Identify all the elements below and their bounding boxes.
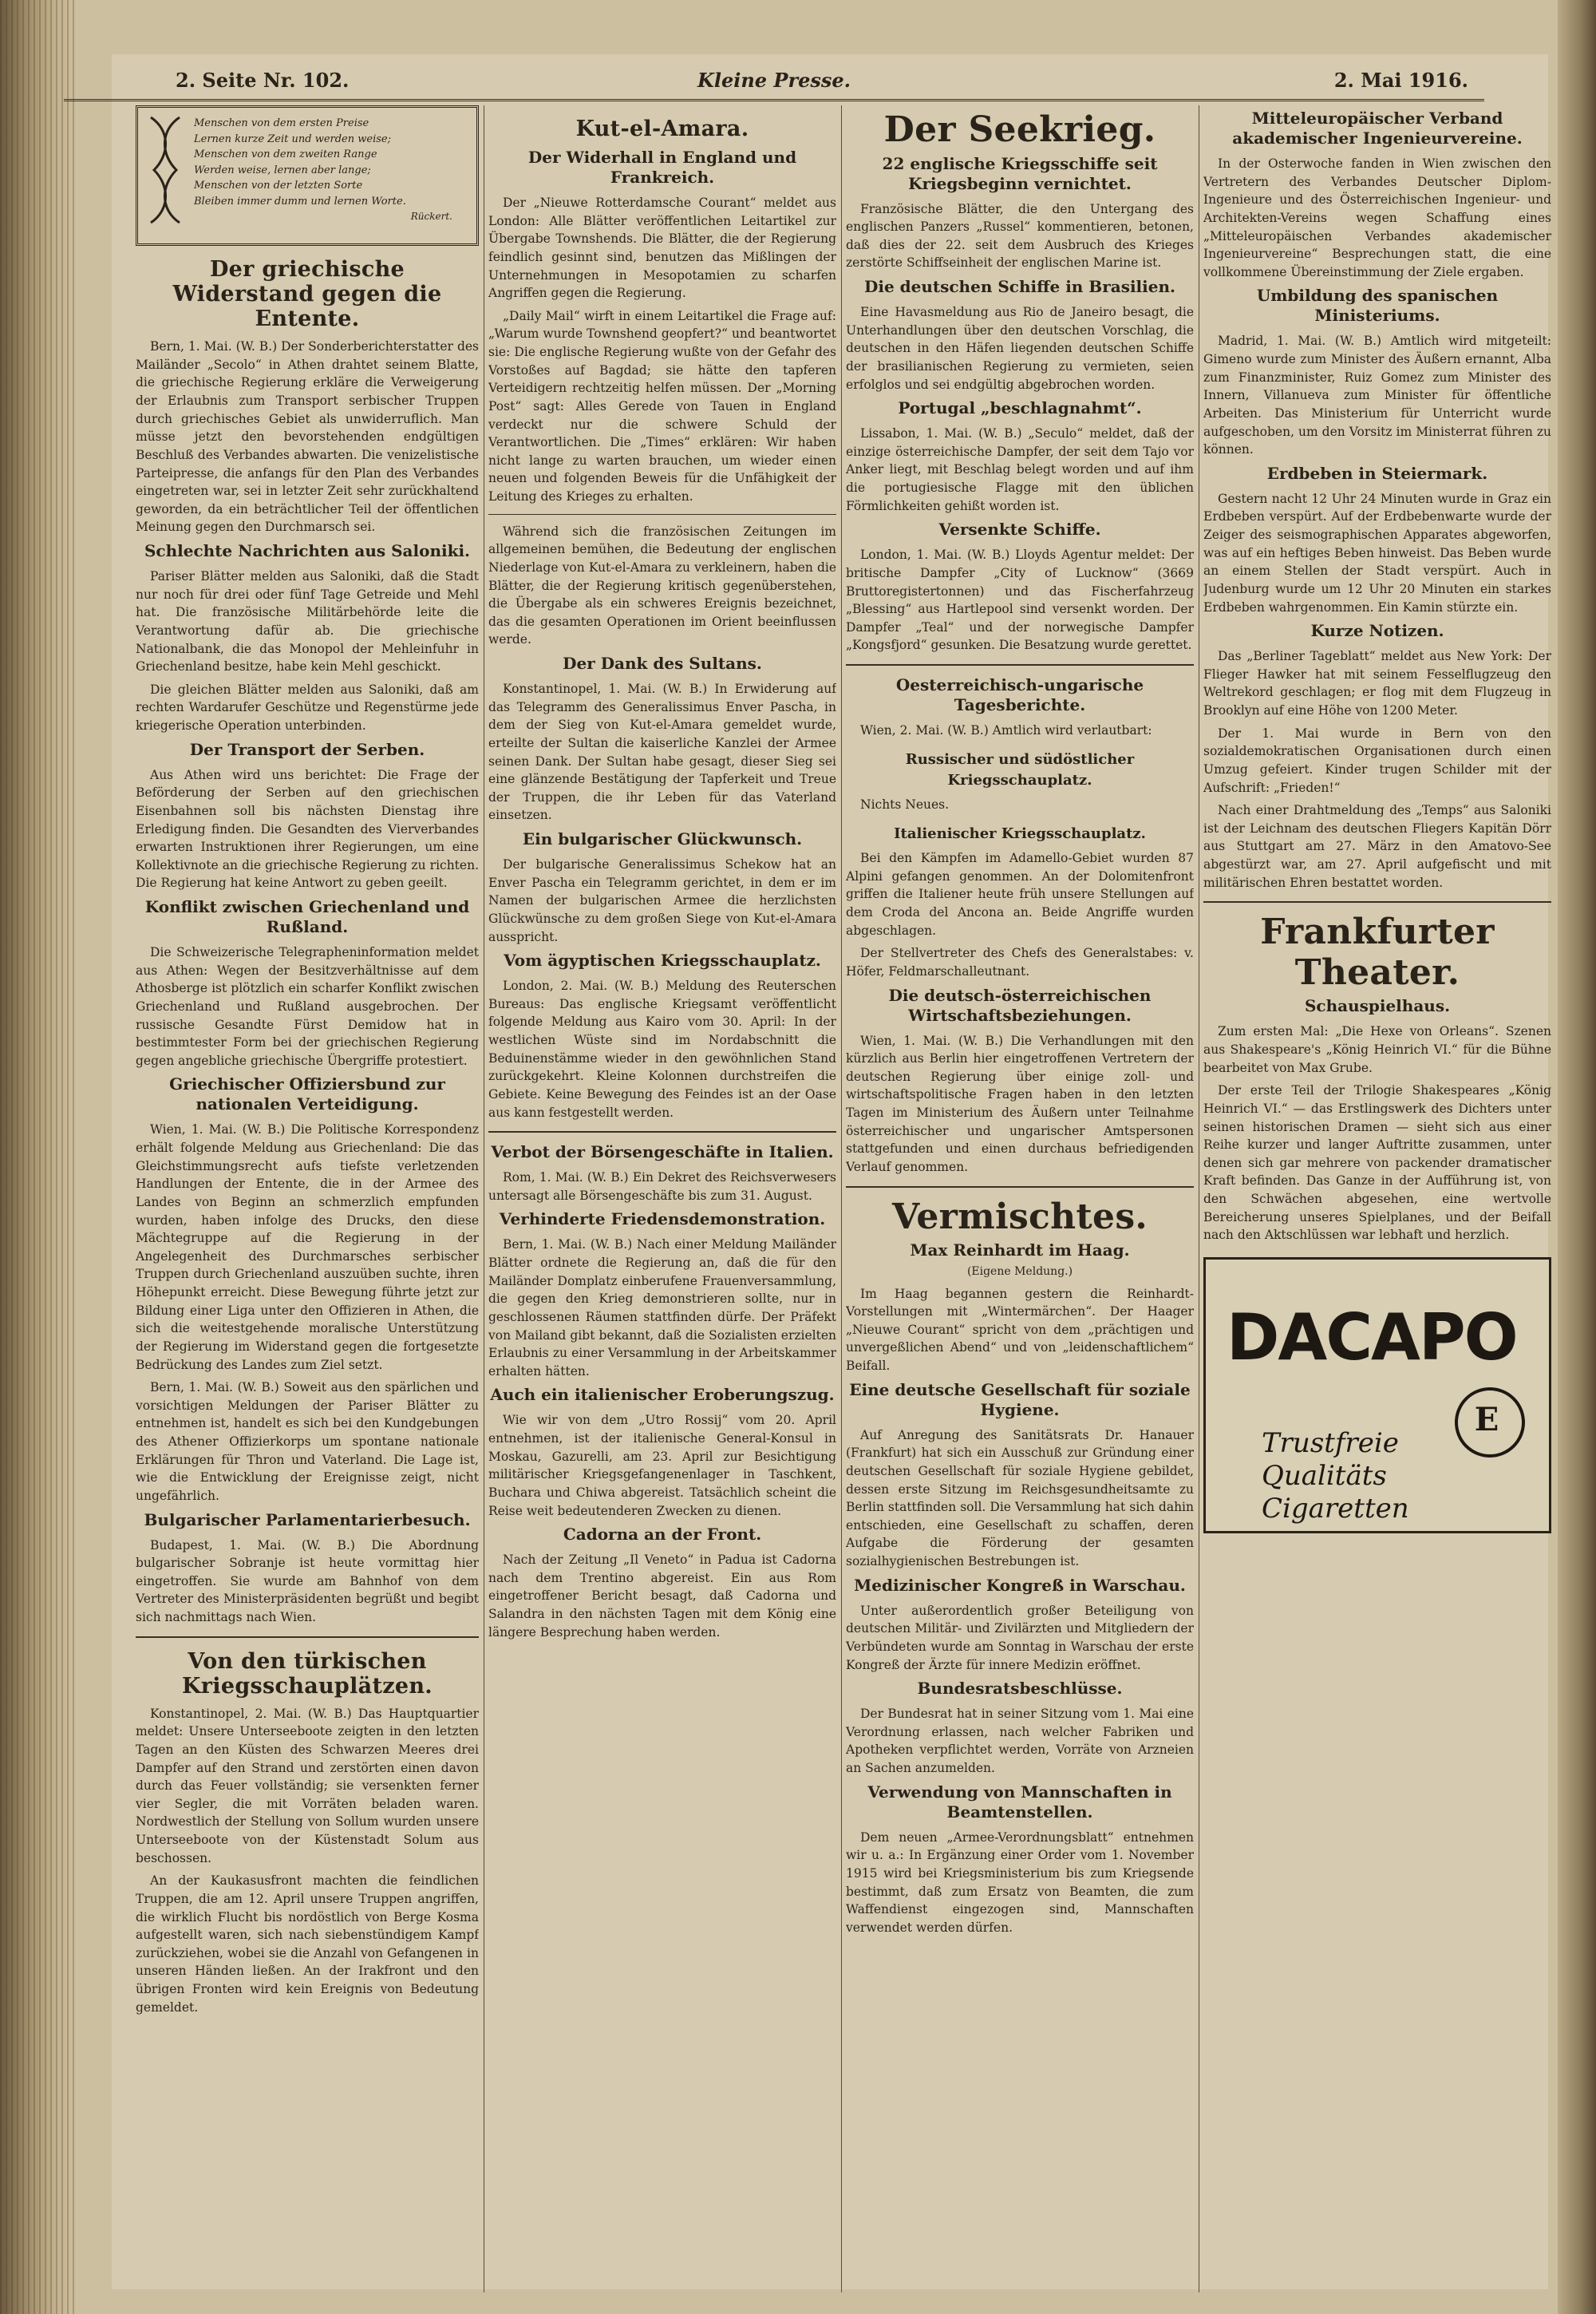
section-title: Vermischtes.	[891, 1196, 1148, 1237]
article-text: Pariser Blätter melden aus Saloniki, daß die Stadt nur noch für drei oder fünf Tage Getreide und Mehl hat. Die französische Militärbehörde leite die Verantwortung dafür ab. Die griechische Nationalbank, die das Monopol der Mehleinfuhr in Griechenland besitze, habe kein Mehl geschickt.	[136, 569, 479, 674]
article-text: Auf Anregung des Sanitätsrats Dr. Hanauer (Frankfurt) hat sich ein Ausschuß zur Gründung einer deutschen Gesellschaft für soziale Hygiene gebildet, dessen erste Sitzung im Reichsgesundheitsamte zu Berlin stattfinden soll. Die Versammlung hat sich dahin entschieden, eine Gesellschaft zu schaffen, deren Aufgabe die Förderung der gesamten sozialhygienischen Bestrebungen ist.	[846, 1427, 1194, 1569]
ornament-icon	[146, 114, 184, 226]
article-headline: Oesterreichisch-ungarische Tagesberichte.	[895, 675, 1144, 715]
article-text: Der bulgarische Generalissimus Schekow hat an Enver Pascha ein Telegramm gerichtet, in dem er im Namen der bulgarischen Armee die herzlichsten Glückwünsche zu dem großen Siege von Kut-el-Amara ausspricht.	[488, 857, 836, 944]
article-headline: Bundesratsbeschlüsse.	[917, 1679, 1123, 1699]
article-headline: Verwendung von Mannschaften in Beamtenstellen.	[867, 1782, 1172, 1822]
article-headline: Kut-el-Amara.	[575, 117, 749, 141]
article-headline: Schlechte Nachrichten aus Saloniki.	[144, 541, 471, 561]
poem-line: Menschen von dem zweiten Range	[194, 148, 377, 160]
poem-line: Bleiben immer dumm und lernen Worte.	[194, 195, 406, 208]
article-text: Rom, 1. Mai. (W. B.) Ein Dekret des Reichsverwesers untersagt alle Börsengeschäfte bis zum 31. August.	[488, 1170, 836, 1203]
poem-box	[136, 105, 479, 246]
article-text: Lissabon, 1. Mai. (W. B.) „Seculo“ meldet, daß der einzige österreichische Dampfer, der seit dem Tajo vor Anker liegt, mit Beschlag belegt worden und auf ihm die portugiesische Flagge mit den üblichen Förmlichkeiten gehißt worden ist.	[846, 426, 1194, 513]
column-rule	[841, 105, 842, 2292]
article-headline: Auch ein italienischer Eroberungszug.	[490, 1385, 835, 1405]
article-headline: Der Dank des Sultans.	[563, 654, 762, 674]
article-headline: Erdbeben in Steiermark.	[1266, 463, 1488, 483]
article-text: Der Bundesrat hat in seiner Sitzung vom 1. Mai eine Verordnung erlassen, nach welcher Fabriken und Apotheken verpflichtet werden, Vorräte von Arzneien an Sachen anzumelden.	[846, 1707, 1194, 1776]
ad-brand: DACAPO	[1227, 1299, 1517, 1375]
article-text: Die Schweizerische Telegrapheninformation meldet aus Athen: Wegen der Besitzverhältnisse auf dem Athosberge ist plötzlich ein scharfer Konflikt zwischen Griechenland und Rußland ausgebrochen. Der russische Gesandte Fürst Demidow hat in bestimmtester Form bei der griechischen Regierung gegen angebliche griechische Übergriffe protestiert.	[136, 945, 479, 1068]
ad-slogan-line: Qualitäts	[1262, 1459, 1387, 1492]
article-text: Dem neuen „Armee-Verordnungsblatt“ entnehmen wir u. a.: In Ergänzung einer Order vom 1. November 1915 wird bei Kriegsministerium bis zum Kriegsende bestimmt, daß zum Ersatz von Beamten, die zum Waffendienst eingezogen sind, Mannschaften verwendet werden dürfen.	[846, 1829, 1194, 1935]
article-headline: Portugal „beschlagnahmt“.	[898, 398, 1142, 418]
article-text: Bei den Kämpfen im Adamello-Gebiet wurden 87 Alpini gefangen genommen. An der Dolomitenfront griffen die Italiener heute früh unsere Stellungen auf dem Croda del Ancona an. Beide Angriffe wurden abgeschlagen.	[846, 851, 1194, 938]
article-text: Madrid, 1. Mai. (W. B.) Amtlich wird mitgeteilt: Gimeno wurde zum Minister des Äußern ernannt, Alba zum Finanzminister, Ruiz Gomez zum Minister des Innern, Villanueva zum Minister für öffentliche Arbeiten. Das Ministerium für Unterricht wurde aufgeschoben, um den Vorsitz im Ministerrat führen zu können.	[1203, 334, 1551, 457]
article-headline: Verbot der Börsengeschäfte in Italien.	[491, 1142, 834, 1162]
article-headline: Konflikt zwischen Griechenland und Rußland.	[144, 897, 470, 937]
article-subheadline: Schauspielhaus.	[1304, 996, 1451, 1016]
column-2	[488, 105, 836, 2292]
article-text: Französische Blätter, die den Untergang des englischen Panzers „Russel“ kommentieren, betonen, daß dies der 22. seit dem Ausbruch des Krieges zerstörte Schiffseinheit der englischen Marine ist.	[846, 201, 1194, 271]
seal-icon	[1455, 1387, 1525, 1458]
article-headline: Umbildung des spanischen Ministeriums.	[1256, 286, 1499, 326]
article-headline: Von den türkischen Kriegsschauplätzen.	[182, 1648, 433, 1699]
column-3	[846, 105, 1194, 2292]
divider	[1203, 901, 1551, 903]
article-headline: Medizinischer Kongreß in Warschau.	[854, 1575, 1186, 1595]
article-text: Der „Nieuwe Rotterdamsche Courant“ meldet aus London: Alle Blätter veröffentlichen Leitartikel zur Übergabe Townshends. Die Blätter, die der Regierung feindlich gesinnt sind, benutzen das Mißlingen der Unternehmungen in Mesopotamien zu scharfen Angriffen gegen die Regierung.	[488, 196, 836, 301]
section-subheadline: Russischer und südöstlicher Kriegsschauplatz.	[905, 750, 1135, 789]
article-headline: Bulgarischer Parlamentarierbesuch.	[144, 1509, 471, 1529]
article-headline: Versenkte Schiffe.	[938, 520, 1101, 540]
article-headline: Griechischer Offiziersbund zur nationalen Verteidigung.	[169, 1074, 445, 1114]
article-headline: Eine deutsche Gesellschaft für soziale Hygiene.	[849, 1379, 1191, 1419]
column-1	[136, 105, 479, 2292]
poem-line: Werden weise, lernen aber lange;	[194, 164, 371, 176]
article-subheadline: Der Widerhall in England und Frankreich.	[527, 148, 797, 188]
article-text: Wie wir von dem „Utro Rossij“ vom 20. April entnehmen, ist der italienische General-Konsul in Moskau, Gazurelli, am 23. April zur Besichtigung militärischer Kriegsgefangenenlager in Taschkent, Buchara und Chiwa abgereist. Tatsächlich scheint die Reise weit bedeutenderen Zwecken zu dienen.	[488, 1413, 836, 1518]
column-4	[1203, 105, 1551, 2292]
page-header	[64, 67, 1484, 101]
article-headline: Cadorna an der Front.	[563, 1525, 762, 1545]
section-subheadline: Italienischer Kriegsschauplatz.	[894, 825, 1146, 842]
article-text: Die gleichen Blätter melden aus Saloniki, daß am rechten Wardarufer Geschütze und Regenstürme jede kriegerische Operation unterbinden.	[136, 682, 479, 734]
article-text: Der 1. Mai wurde in Bern von den sozialdemokratischen Organisationen durch einen Umzug gefeiert. Kinder trugen Schilder mit der Aufschrift: „Frieden!“	[1203, 726, 1551, 795]
article-text: Bern, 1. Mai. (W. B.) Der Sonderberichterstatter des Mailänder „Secolo“ in Athen drahtet seinem Blatte, die griechische Regierung erkläre die Verweigerung der Erlaubnis zum Transport serbischer Truppen durch griechisches Gebiet als unwiderruflich. Man müsse jetzt den bevorstehenden endgültigen Beschluß des Verbandes abwarten. Die venizelistische Parteipresse, die anfangs für den Plan des Verbandes eingetreten war, sei in letzter Zeit sehr zurückhaltend geworden, da ein beträchtlicher Teil der öffentlichen Meinung gegen den Durchmarsch sei.	[136, 339, 479, 535]
article-text: Bern, 1. Mai. (W. B.) Nach einer Meldung Mailänder Blätter ordnete die Regierung an, daß die für den Mailänder Domplatz einberufene Frauenversammlung, die gegen den Krieg demonstrieren sollte, nur in geschlossenen Räumen stattfinden dürfe. Der Präfekt von Mailand gibt bekannt, daß die Sozialisten erzielten Erlaubnis zu einer Versammlung in der Arbeitskammer erhalten hätten.	[488, 1237, 836, 1379]
book-binding	[0, 0, 77, 2314]
issue-date: 2. Mai 1916.	[1333, 69, 1468, 92]
poem-line: Menschen von dem ersten Preise	[194, 117, 369, 129]
article-headline: Der griechische Widerstand gegen die Entente.	[172, 257, 442, 332]
article-text: London, 1. Mai. (W. B.) Lloyds Agentur meldet: Der britische Dampfer „City of Lucknow“ (3669 Bruttoregistertonnen) und das Fischerfahrzeug „Blessing“ aus Hartlepool sind versenkt worden. Der Dampfer „Teal“ und der norwegische Dampfer „Kongsfjord“ gesunken. Die Besatzung wurde gerettet.	[846, 548, 1194, 653]
article-text: An der Kaukasusfront machten die feindlichen Truppen, die am 12. April unsere Truppen angriffen, die wirklich Flucht bis nordöstlich von Berge Kosma aufgestellt waren, sich nach siebenstündigem Kampf zurückziehen, wobei sie die Anzahl von Gefangenen in unseren Händen ließen. An der Irakfront und den übrigen Fronten wird kein Ereignis von Bedeutung gemeldet.	[136, 1873, 479, 2015]
ad-slogan-line: Cigaretten	[1262, 1492, 1409, 1525]
article-headline: Mitteleuropäischer Verband akademischer Ingenieurvereine.	[1232, 109, 1523, 148]
article-headline: Der Transport der Serben.	[189, 739, 425, 759]
article-text: Der Stellvertreter des Chefs des Generalstabes: v. Höfer, Feldmarschalleutnant.	[846, 946, 1194, 979]
page-edge	[1558, 0, 1596, 2314]
article-text: Zum ersten Mal: „Die Hexe von Orleans“. Szenen aus Shakespeare's „König Heinrich VI.“ für die Bühne bearbeitet von Max Grube.	[1203, 1024, 1551, 1075]
source-note: (Eigene Meldung.)	[966, 1265, 1073, 1279]
article-text: Während sich die französischen Zeitungen im allgemeinen bemühen, die Bedeutung der englischen Niederlage von Kut-el-Amara zu verkleinern, haben die Blätter, die der Regierung kritisch gegenüberstehen, die Übergabe als ein schweres Ereignis bezeichnet, das die gesamten Operationen im Orient beeinflussen werde.	[488, 524, 836, 647]
article-headline: Kurze Notizen.	[1310, 621, 1444, 641]
divider	[488, 514, 836, 515]
article-text: Wien, 1. Mai. (W. B.) Die Verhandlungen mit den kürzlich aus Berlin hier eingetroffenen Vertretern der deutschen Regierung über einige zoll- und wirtschaftspolitische Fragen haben in den letzten Tagen im Ministerium des Äußern unter Teilnahme österreichischer und ungarischer Amtspersonen stattgefunden und einen durchaus befriedigenden Verlauf genommen.	[846, 1033, 1194, 1174]
article-headline: Die deutsch-österreichischen Wirtschaftsbeziehungen.	[888, 985, 1152, 1025]
article-text: „Daily Mail“ wirft in einem Leitartikel die Frage auf: „Warum wurde Townshend geopfert?“ und beantwortet sie: Die englische Regierung wußte von der Gefahr des Vorstoßes auf Bagdad; sie hätte den tapferen Verteidigern rechtzeitig helfen müssen. Der „Morning Post“ sagt: Alles Gerede von Tauen in England verdeckt nur die schwere Schuld der Verantwortlichen. Die „Times“ erklären: Wir haben nicht lange zu warten brauchen, um wieder einen neuen und folgenden Beweis für die Unfähigkeit der Leitung des Krieges zu erhalten.	[488, 308, 836, 504]
article-text: Gestern nacht 12 Uhr 24 Minuten wurde in Graz ein Erdbeben verspürt. Auf der Erdbebenwarte wurde der Zeiger des seismographischen Apparates abgeworfen, was auf ein heftiges Beben hinweist. Das Beben wurde an einem Stellen der Stadt verspürt. Auch in Judenburg wurde um 12 Uhr 20 Minuten ein starkes Erdbeben wahrgenommen. Ein Kamin stürzte ein.	[1203, 491, 1551, 615]
article-headline: Max Reinhardt im Haag.	[910, 1240, 1130, 1260]
article-headline: Die deutschen Schiffe in Brasilien.	[864, 277, 1175, 297]
article-text: Der erste Teil der Trilogie Shakespeares „König Heinrich VI.“ — das Erstlingswerk des Dichters unter seinen historischen Dramen — sieht sich aus einer Reihe kurzer und langer Auftritte zusammen, unter denen sich gar mehrere von packender dramatischer Kraft befinden. Das Ganze in der Aufführung ist, von den Schwächen abgesehen, eine wertvolle Bereicherung unseres Spielplanes, und der Beifall nach den Aktschlüssen war lebhaft und herzlich.	[1203, 1083, 1551, 1243]
article-text: Budapest, 1. Mai. (W. B.) Die Abordnung bulgarischer Sobranje ist heute vormittag hier eingetroffen. Sie wurde am Bahnhof von dem Vertreter des Ministerpräsidenten begrüßt und begibt sich nachmittags nach Wien.	[136, 1537, 479, 1625]
article-text: Das „Berliner Tageblatt“ meldet aus New York: Der Flieger Hawker hat mit seinem Fesselflugzeug den Weltrekord geschlagen; er flog mit dem Flugzeug in Brooklyn auf eine Höhe von 1200 Meter.	[1203, 649, 1551, 718]
article-text: In der Osterwoche fanden in Wien zwischen den Vertretern des Verbandes Deutscher Diplom-Ingenieure und des Österreichischen Ingenieur- und Architekten-Vereins wegen Schaffung eines „Mitteleuropäischen Verbandes akademischer Ingenieurvereine“ Besprechungen statt, die eine vollkommene Übereinstimmung der Ziele ergaben.	[1203, 156, 1551, 279]
cigarette-advertisement	[1203, 1257, 1551, 1533]
article-text: Aus Athen wird uns berichtet: Die Frage der Beförderung der Serben auf den griechischen Eisenbahnen soll bis nächsten Dienstag ihre Erledigung finden. Die Gesandten des Vierverbandes erwarten Instruktionen ihrer Regierungen, um eine Kollektivnote an die griechische Regierung zu richten. Die Regierung hat keine Antwort zu geben geeilt.	[136, 767, 479, 891]
seal-letter: E	[1474, 1400, 1499, 1438]
article-text: London, 2. Mai. (W. B.) Meldung des Reuterschen Bureaus: Das englische Kriegsamt veröffentlicht folgende Meldung aus Kairo vom 30. April: In der westlichen Wüste sind im Nordabschnitt die Beduinenstämme wieder in den gewöhnlichen Stand zurückgekehrt. Kleine Kolonnen durchstreifen die Gebiete. Keine Bewegung des Feindes ist an der Oase aus kann festgestellt werden.	[488, 979, 836, 1120]
article-headline: Verhinderte Friedensdemonstration.	[499, 1209, 826, 1229]
article-headline: Der Seekrieg.	[883, 109, 1156, 150]
article-text: Wien, 2. Mai. (W. B.) Amtlich wird verlautbart:	[860, 723, 1152, 738]
article-subheadline: 22 englische Kriegsschiffe seit Kriegsbeginn vernichtet.	[882, 153, 1158, 193]
article-text: Eine Havasmeldung aus Rio de Janeiro besagt, die Unterhandlungen über den deutschen Vorschlag, die deutschen in den Häfen liegenden deutschen Schiffe der brasilianischen Regierung zu vermieten, seien erfolglos und sei endgültig abgebrochen worden.	[846, 305, 1194, 392]
divider	[136, 1636, 479, 1638]
article-text: Wien, 1. Mai. (W. B.) Die Politische Korrespondenz erhält folgende Meldung aus Griechenland: Die das Gleichstimmungsrecht aufs tiefste verletzenden Handlungen der Entente, die in der Armee des Landes von Beginn an schmerzlich empfunden wurden, haben infolge des Drucks, den diese Mächtegruppe auf die Regierung in der Angelegenheit des Durchmarsches serbischer Truppen durch Griechenland auszuüben suchte, ihren Höhepunkt erreicht. Diese Bewegung führte jetzt zur Bildung einer Liga unter den Offizieren in Athen, die sich die weitestgehende moralische Unterstützung der Regierung im Widerstand gegen die fortgesetzte Bedrückung des Landes zum Ziel setzt.	[136, 1122, 479, 1372]
article-text: Nach der Zeitung „Il Veneto“ in Padua ist Cadorna nach dem Trentino abgereist. Ein aus Rom eingetroffener Bericht besagt, daß Cadorna und Salandra in den nächsten Tagen mit dem König eine längere Besprechung haben werden.	[488, 1553, 836, 1640]
poem-line: Menschen von der letzten Sorte	[194, 180, 363, 192]
divider	[488, 1131, 836, 1133]
article-text: Im Haag begannen gestern die Reinhardt-Vorstellungen mit „Wintermärchen“. Der Haager „Nieuwe Courant“ spricht von dem „prächtigen und unvergeßlichen Abend“ und von „leidenschaftlichem“ Beifall.	[846, 1286, 1194, 1374]
article-text: Nichts Neues.	[860, 797, 950, 813]
article-text: Konstantinopel, 1. Mai. (W. B.) In Erwiderung auf das Telegramm des Generalissimus Enver Pascha, in dem der Sieg von Kut-el-Amara gemeldet wurde, erteilte der Sultan die kaiserliche Kanzlei der Armee seinen Dank. Der Sultan habe gesagt, dieser Sieg sei eine glänzende Bestätigung der Tapferkeit und Treue der Truppen, die ihr Leben für das Vaterland einsetzen.	[488, 682, 836, 823]
article-headline: Vom ägyptischen Kriegsschauplatz.	[504, 951, 821, 971]
divider	[846, 664, 1194, 666]
poem-line: Lernen kurze Zeit und werden weise;	[194, 133, 391, 145]
article-headline: Frankfurter Theater.	[1260, 912, 1495, 993]
masthead: Kleine Presse.	[697, 69, 851, 92]
article-text: Konstantinopel, 2. Mai. (W. B.) Das Hauptquartier meldet: Unsere Unterseeboote zeigten in den letzten Tagen an den Küsten des Schwarzen Meeres drei Dampfer auf den Strand und zerstörten einen davon durch das Feuer vollständig; sie versenkten ferner vier Segler, die mit Vorräten beladen waren. Nordwestlich der Stellung von Sollum wurden unsere Unterseeboote von der Küstenstadt Solum aus beschossen.	[136, 1706, 479, 1865]
article-text: Bern, 1. Mai. (W. B.) Soweit aus den spärlichen und vorsichtigen Meldungen der Pariser Blätter zu entnehmen ist, handelt es sich bei den Kundgebungen des Athener Offizierkorps um spontane nationale Erklärungen für Thron und Vaterland. Die Lage ist, wie die Entwicklung der Ereignisse zeigt, nicht ungefährlich.	[136, 1380, 479, 1503]
page-number: 2. Seite Nr. 102.	[176, 69, 350, 92]
article-text: Nach einer Drahtmeldung des „Temps“ aus Saloniki ist der Leichnam des deutschen Fliegers Kapitän Dörr aus Stuttgart am 27. März in den Amatovo-See abgestürzt war, am 27. April aufgefischt und mit militärischen Ehren bestattet worden.	[1203, 803, 1551, 890]
ad-slogan-line: Trustfreie	[1262, 1426, 1399, 1459]
article-headline: Ein bulgarischer Glückwunsch.	[522, 829, 803, 849]
article-text: Unter außerordentlich großer Beteiligung von deutschen Militär- und Zivilärzten und Mitgliedern der Verbündeten wurde am Sonntag in Warschau der erste Kongreß der Ärzte für innere Medizin eröffnet.	[846, 1603, 1194, 1672]
poem-author: Rückert.	[410, 211, 452, 222]
divider	[846, 1186, 1194, 1188]
ad-slogan	[1262, 1427, 1409, 1525]
